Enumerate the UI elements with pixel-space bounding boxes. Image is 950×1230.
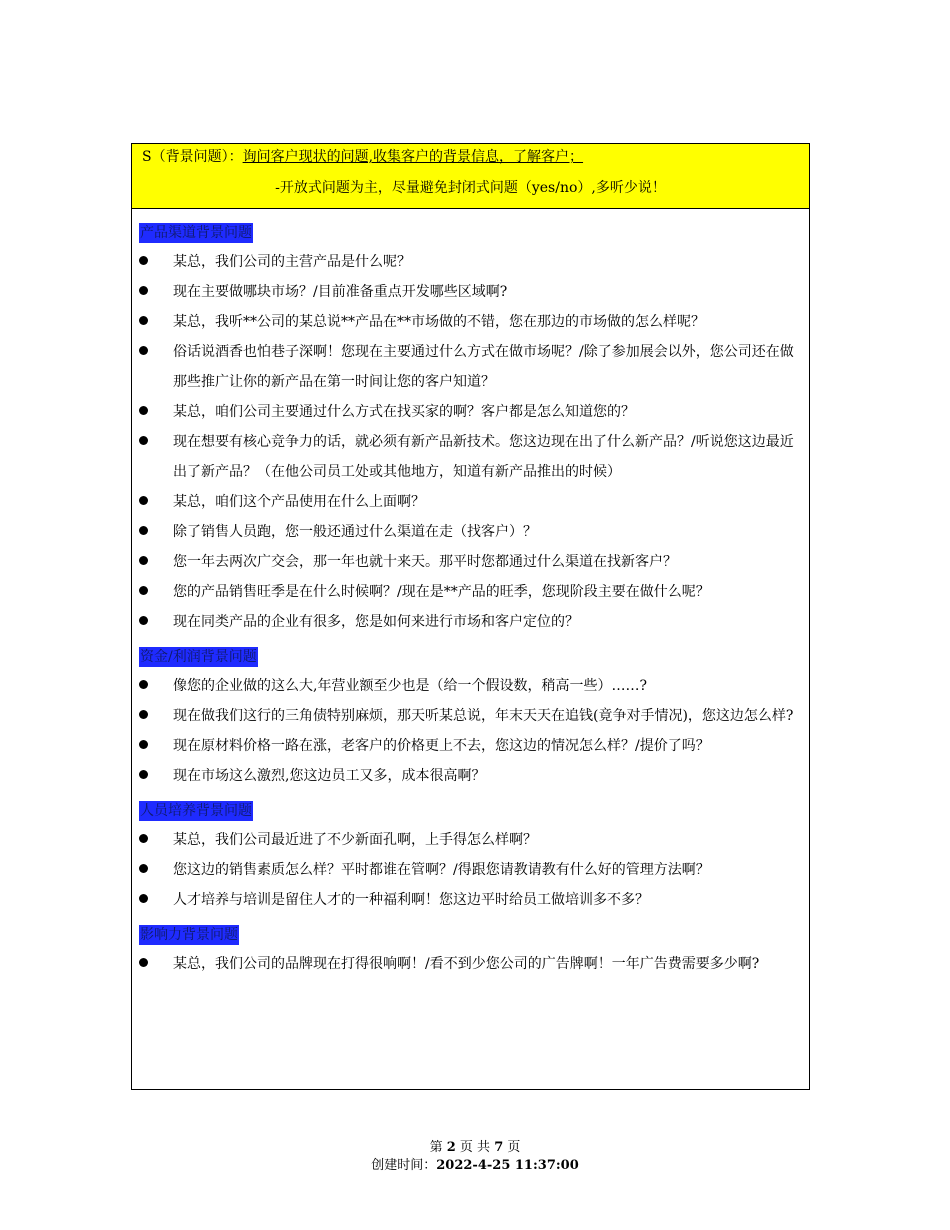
list-item (139, 607, 809, 637)
page-prefix: 第 (429, 1140, 443, 1155)
section (139, 924, 809, 979)
header-line-1 (142, 148, 583, 166)
list-item (139, 949, 809, 979)
bullet-icon (139, 406, 148, 415)
list-item (139, 671, 809, 701)
bullet-icon (139, 834, 148, 843)
section-title: 资金/利润背景问题 (140, 649, 257, 665)
page-total: 7 (494, 1140, 504, 1155)
header-underlined-text: 询问客户现状的问题,收集客户的背景信息，了解客户； (242, 149, 584, 165)
section-title: 影响力背景问题 (140, 927, 238, 943)
list-item (139, 701, 809, 731)
list-item-text: 某总，咱们这个产品使用在什么上面啊？ (173, 494, 425, 510)
list-item (139, 855, 809, 885)
bullet-icon (139, 256, 148, 265)
section (139, 800, 809, 915)
content-frame (131, 143, 810, 1090)
list-item (139, 825, 809, 855)
list-item-text: 某总，我们公司的主营产品是什么呢？ (173, 254, 411, 270)
list-item-text: 现在做我们这行的三角债特别麻烦，那天听某总说，年末天天在追钱(竟争对手情况)，您这边怎么样? (173, 708, 794, 724)
created-time-line (0, 1157, 950, 1175)
bullet-icon (139, 346, 148, 355)
list-item (139, 427, 809, 487)
page-mid: 页 共 (459, 1140, 491, 1155)
page-suffix: 页 (507, 1140, 521, 1155)
bullet-icon (139, 740, 148, 749)
section-title: 人员培养背景问题 (140, 803, 252, 819)
list-item-text: 俗话说酒香也怕巷子深啊！您现在主要通过什么方式在做市场呢？/除了参加展会以外，您公司还在做那些推广让你的新产品在第一时间让您的客户知道？ (173, 344, 794, 390)
header-prefix: S（背景问题）： (142, 149, 243, 165)
header-banner (132, 144, 809, 209)
question-list (139, 949, 809, 979)
list-item (139, 397, 809, 427)
page-number-line (0, 1139, 950, 1157)
list-item (139, 337, 809, 397)
page-current: 2 (446, 1140, 456, 1155)
list-item-text: 您一年去两次广交会，那一年也就十来天。那平时您都通过什么渠道在找新客户？ (173, 554, 677, 570)
list-item (139, 547, 809, 577)
bullet-icon (139, 958, 148, 967)
list-item (139, 517, 809, 547)
list-item (139, 247, 809, 277)
list-item-text: 某总，我们公司最近进了不少新面孔啊，上手得怎么样啊？ (173, 832, 537, 848)
bullet-icon (139, 710, 148, 719)
list-item (139, 577, 809, 607)
bullet-icon (139, 864, 148, 873)
list-item-text: 现在原材料价格一路在涨，老客户的价格更上不去，您这边的情况怎么样？/提价了吗？ (173, 738, 710, 754)
question-list (139, 247, 809, 637)
list-item-text: 某总，我听**公司的某总说**产品在**市场做的不错，您在那边的市场做的怎么样呢？ (173, 314, 705, 330)
section (139, 646, 809, 791)
bullet-icon (139, 586, 148, 595)
list-item (139, 277, 809, 307)
bullet-icon (139, 316, 148, 325)
question-list (139, 671, 809, 791)
list-item (139, 731, 809, 761)
list-item-text: 现在想要有核心竞争力的话，就必须有新产品新技术。您这边现在出了什么新产品？/听说您这边最近出了新产品？（在他公司员工处或其他地方，知道有新产品推出的时候） (173, 434, 794, 480)
created-value: 2022-4-25 11:37:00 (436, 1158, 579, 1173)
bullet-icon (139, 556, 148, 565)
section-title: 产品渠道背景问题 (140, 225, 252, 241)
bullet-icon (139, 770, 148, 779)
list-item-text: 人才培养与培训是留住人才的一种福利啊！您这边平时给员工做培训多不多？ (173, 892, 649, 908)
list-item-text: 您的产品销售旺季是在什么时候啊？/现在是**产品的旺季，您现阶段主要在做什么呢？ (173, 584, 710, 600)
list-item (139, 307, 809, 337)
list-item-text: 像您的企业做的这么大,年营业额至少也是（给一个假设数，稍高一些）……? (173, 678, 647, 694)
bullet-icon (139, 680, 148, 689)
list-item (139, 885, 809, 915)
list-item-text: 除了销售人员跑，您一般还通过什么渠道在走（找客户）？ (173, 524, 537, 540)
bullet-icon (139, 436, 148, 445)
list-item-text: 某总，我们公司的品牌现在打得很响啊！/看不到少您公司的广告牌啊！一年广告费需要多少啊? (173, 956, 760, 972)
created-label: 创建时间： (371, 1158, 437, 1173)
list-item (139, 761, 809, 791)
list-item-text: 现在市场这么激烈,您这边员工又多，成本很高啊？ (173, 768, 486, 784)
bullet-icon (139, 526, 148, 535)
question-list (139, 825, 809, 915)
header-line-2: -开放式问题为主，尽量避免封闭式问题（yes/no）,多听少说！ (275, 180, 666, 196)
page-footer (0, 1139, 950, 1175)
sections-container (132, 209, 809, 979)
bullet-icon (139, 496, 148, 505)
bullet-icon (139, 894, 148, 903)
bullet-icon (139, 616, 148, 625)
list-item (139, 487, 809, 517)
section (139, 222, 809, 637)
list-item-text: 某总，咱们公司主要通过什么方式在找买家的啊？客户都是怎么知道您的？ (173, 404, 635, 420)
list-item-text: 您这边的销售素质怎么样？平时都谁在管啊？/得跟您请教请教有什么好的管理方法啊？ (173, 862, 710, 878)
bullet-icon (139, 286, 148, 295)
list-item-text: 现在主要做哪块市场？/目前准备重点开发哪些区域啊? (173, 284, 508, 300)
list-item-text: 现在同类产品的企业有很多，您是如何来进行市场和客户定位的？ (173, 614, 579, 630)
